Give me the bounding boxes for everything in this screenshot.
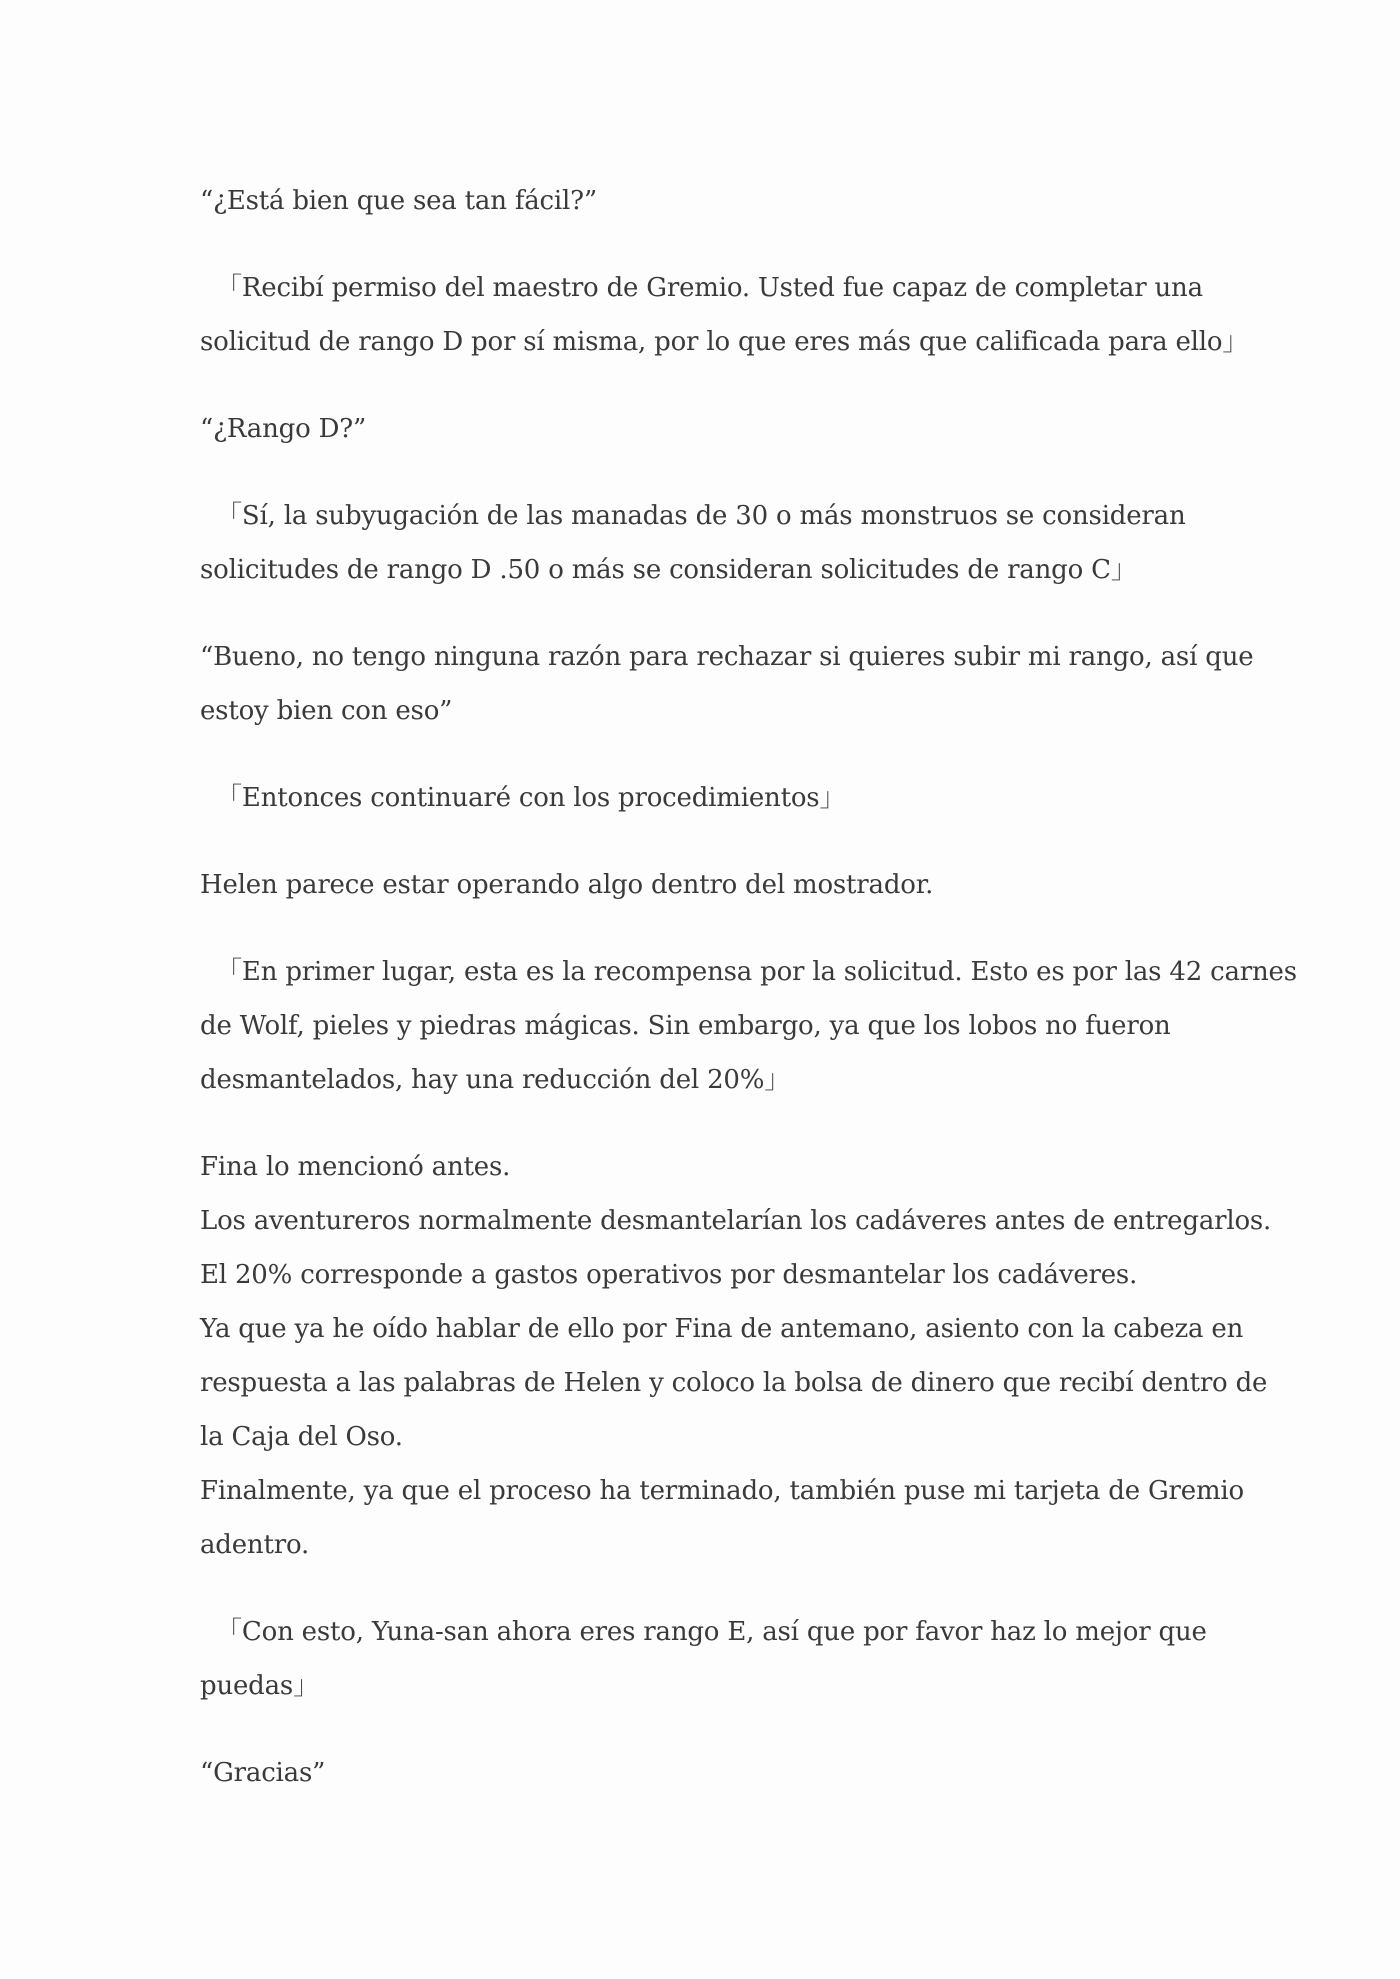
- text-line: 「En primer lugar, esta es la recompensa por la solicitud. Esto es por las 42 carnes: [200, 957, 1297, 987]
- text-line: solicitud de rango D por sí misma, por lo que eres más que calificada para ello」: [200, 327, 1249, 357]
- paragraph: [200, 630, 1254, 738]
- paragraph: [200, 261, 1249, 369]
- text-line: la Caja del Oso.: [200, 1422, 403, 1452]
- document-page: [200, 174, 1297, 1833]
- paragraph: [200, 858, 1230, 912]
- text-line: Ya que ya he oído hablar de ello por Fina de antemano, asiento con la cabeza en: [200, 1314, 1244, 1344]
- text-line: Finalmente, ya que el proceso ha terminado, también puse mi tarjeta de Gremio: [200, 1476, 1244, 1506]
- text-line: Los aventureros normalmente desmantelarían los cadáveres antes de entregarlos.: [200, 1206, 1272, 1236]
- text-line: Helen parece estar operando algo dentro del mostrador.: [200, 870, 934, 900]
- text-line: 「Recibí permiso del maestro de Gremio. Usted fue capaz de completar una: [200, 273, 1203, 303]
- text-line: “¿Está bien que sea tan fácil?”: [200, 186, 597, 216]
- text-line: estoy bien con eso”: [200, 696, 453, 726]
- paragraph: [200, 402, 1230, 456]
- text-line: desmantelados, hay una reducción del 20%」: [200, 1065, 791, 1095]
- text-line: 「Con esto, Yuna-san ahora eres rango E, así que por favor haz lo mejor que: [200, 1617, 1207, 1647]
- text-line: 「Entonces continuaré con los procedimientos」: [200, 783, 846, 813]
- text-line: respuesta a las palabras de Helen y coloco la bolsa de dinero que recibí dentro de: [200, 1368, 1268, 1398]
- text-line: 「Sí, la subyugación de las manadas de 30 o más monstruos se consideran: [200, 501, 1186, 531]
- paragraph: [200, 945, 1297, 1107]
- paragraph: [200, 1605, 1230, 1713]
- paragraph: [200, 489, 1230, 597]
- paragraph: [200, 1746, 1230, 1800]
- text-line: Fina lo mencionó antes.: [200, 1152, 511, 1182]
- paragraph: [200, 771, 1230, 825]
- text-line: de Wolf, pieles y piedras mágicas. Sin embargo, ya que los lobos no fueron: [200, 1011, 1171, 1041]
- text-line: “Bueno, no tengo ninguna razón para rechazar si quieres subir mi rango, así que: [200, 642, 1254, 672]
- text-line: “Gracias”: [200, 1758, 326, 1788]
- text-line: “¿Rango D?”: [200, 414, 367, 444]
- text-line: puedas」: [200, 1671, 319, 1701]
- paragraph: [200, 174, 1230, 228]
- text-line: El 20% corresponde a gastos operativos por desmantelar los cadáveres.: [200, 1260, 1138, 1290]
- paragraph: [200, 1140, 1272, 1572]
- text-line: adentro.: [200, 1530, 310, 1560]
- text-line: solicitudes de rango D .50 o más se consideran solicitudes de rango C」: [200, 555, 1137, 585]
